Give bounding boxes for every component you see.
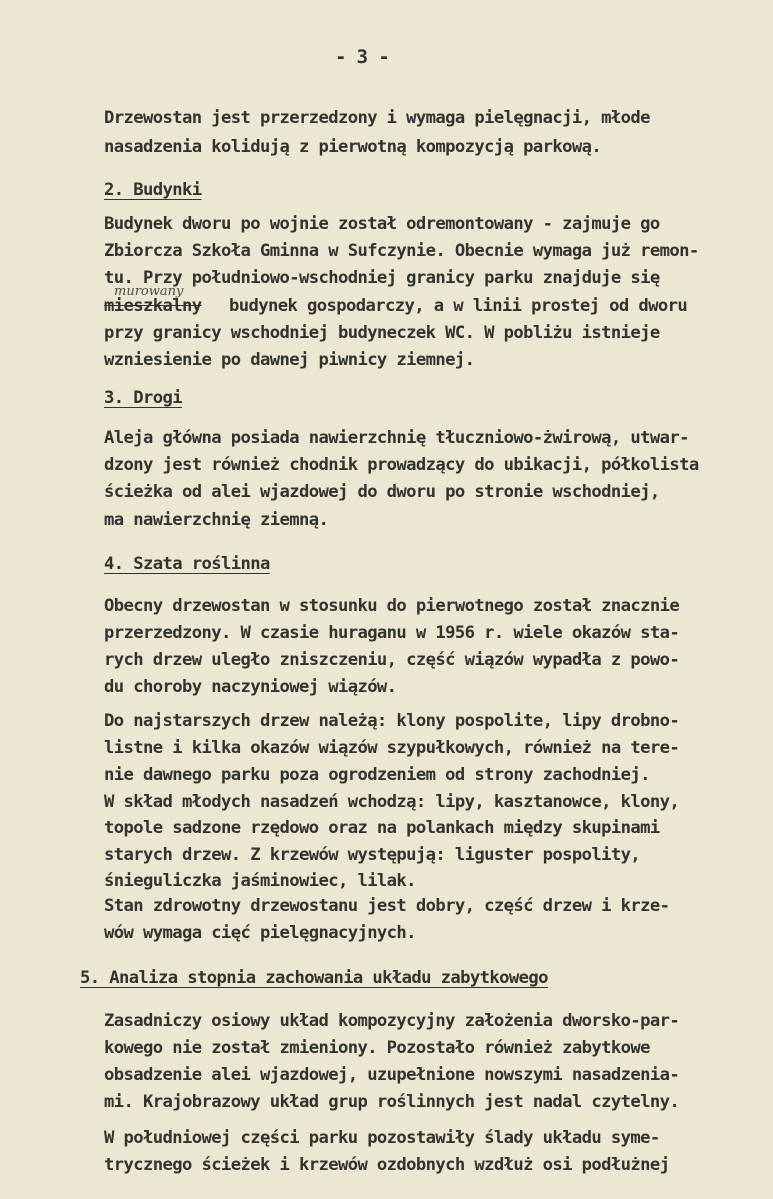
text-line: kowego nie został zmieniony. Pozostało również zabytkowe (104, 1038, 650, 1058)
text-line: dzony jest również chodnik prowadzący do ubikacji, półkolista (104, 455, 699, 475)
text-line: ma nawierzchnię ziemną. (104, 510, 329, 530)
text-line: Stan zdrowotny drzewostanu jest dobry, część drzew i krze- (104, 896, 670, 916)
text-line: Obecny drzewostan w stosunku do pierwotnego został znacznie (104, 596, 680, 616)
text-line: W południowej części parku pozostawiły ślady układu syme- (104, 1128, 660, 1148)
section-heading-analiza: 5. Analiza stopnia zachowania układu zabytkowego (80, 968, 548, 988)
text-line: nasadzenia kolidują z pierwotną kompozycją parkową. (104, 137, 602, 157)
text-line: śnieguliczka jaśminowiec, lilak. (104, 871, 416, 891)
page-number: - 3 - (335, 46, 390, 68)
text-line: du choroby naczyniowej wiązów. (104, 677, 397, 697)
text-line: obsadzenie alei wjazdowej, uzupełnione nowszymi nasadzenia- (104, 1065, 680, 1085)
text-line: listne i kilka okazów wiązów szypułkowych, również na tere- (104, 738, 680, 758)
text-line: Drzewostan jest przerzedzony i wymaga pielęgnacji, młode (104, 108, 650, 128)
text-line: tu. Przy południowo-wschodniej granicy parku znajduje się (104, 268, 660, 288)
text-line: Zbiorcza Szkoła Gminna w Sufczynie. Obecnie wymaga już remon- (104, 241, 699, 261)
text-line: trycznego ścieżek i krzewów ozdobnych wzdłuż osi podłużnej (104, 1155, 670, 1175)
text-line: przerzedzony. W czasie huraganu w 1956 r. wiele okazów sta- (104, 623, 680, 643)
text-line: nie dawnego parku poza ogrodzeniem od strony zachodniej. (104, 765, 650, 785)
section-heading-drogi: 3. Drogi (104, 388, 182, 408)
text-line: Budynek dworu po wojnie został odremontowany - zajmuje go (104, 214, 660, 234)
text-line: topole sadzone rzędowo oraz na polankach między skupinami (104, 818, 660, 838)
section-heading-budynki: 2. Budynki (104, 180, 202, 200)
text-line: budynek gospodarczy, a w linii prostej od dworu (229, 296, 688, 316)
text-line: mi. Krajobrazowy układ grup roślinnych jest nadal czytelny. (104, 1092, 680, 1112)
text-line: Do najstarszych drzew należą: klony pospolite, lipy drobno- (104, 711, 680, 731)
struck-word: mieszkalny (104, 296, 202, 316)
text-line: wzniesienie po dawnej piwnicy ziemnej. (104, 350, 475, 370)
text-line: starych drzew. Z krzewów występują: liguster pospolity, (104, 845, 641, 865)
text-line: przy granicy wschodniej budyneczek WC. W pobliżu istnieje (104, 323, 660, 343)
text-line: wów wymaga cięć pielęgnacyjnych. (104, 923, 416, 943)
text-line: Aleja główna posiada nawierzchnię tłuczniowo-żwirową, utwar- (104, 428, 689, 448)
text-line: rych drzew uległo zniszczeniu, część wiązów wypadła z powo- (104, 650, 680, 670)
text-line: Zasadniczy osiowy układ kompozycyjny założenia dworsko-par- (104, 1011, 680, 1031)
text-line: W skład młodych nasadzeń wchodzą: lipy, kasztanowce, klony, (104, 792, 680, 812)
handwritten-correction: murowany (114, 284, 184, 299)
text-line: ścieżka od alei wjazdowej do dworu po stronie wschodniej, (104, 482, 660, 502)
section-heading-szata-roslinna: 4. Szata roślinna (104, 554, 270, 574)
